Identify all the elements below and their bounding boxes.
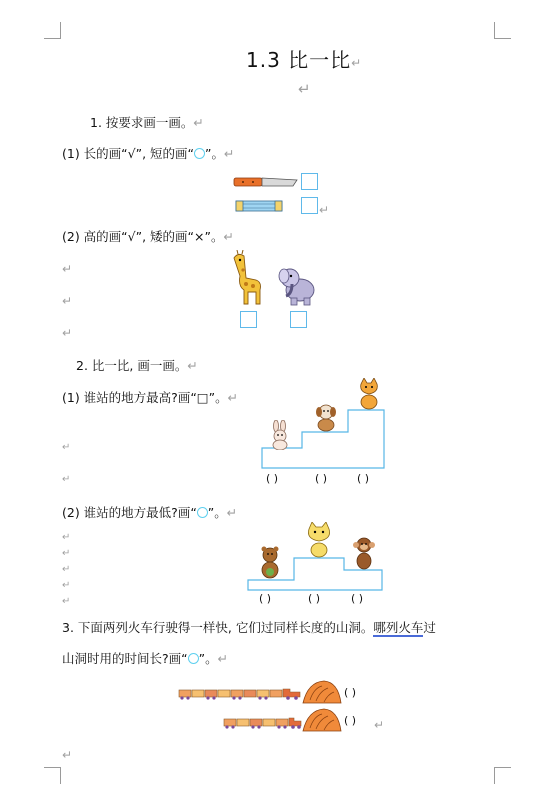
answer-paren[interactable]: ( ) — [266, 472, 279, 485]
answer-box[interactable] — [290, 311, 307, 328]
q1-part1-prefix: (1) 长的画“√”, 短的画“ — [62, 146, 195, 161]
answer-paren[interactable]: ( ) — [259, 592, 272, 605]
return-mark: ↵ — [62, 294, 73, 308]
monkey-icon — [350, 536, 378, 570]
knife-icon — [233, 175, 299, 189]
return-mark: ↵ — [62, 564, 71, 575]
return-mark: ↵ — [62, 474, 71, 485]
answer-paren[interactable]: ( ) — [344, 714, 357, 727]
answer-paren[interactable]: ( ) — [351, 592, 364, 605]
return-mark: ↵ — [62, 596, 71, 607]
q3-line2-suffix: ”。 — [198, 651, 218, 666]
giraffe-icon — [226, 250, 266, 306]
train-icon-short — [223, 716, 303, 730]
q3-line1-row — [62, 620, 436, 636]
q2-part2-suffix: ”。 — [207, 505, 227, 520]
q1-heading-row — [90, 115, 204, 131]
train-icon-long — [178, 687, 302, 701]
return-mark: ↵ — [298, 80, 311, 98]
return-mark: ↵ — [187, 358, 198, 373]
return-mark: ↵ — [62, 548, 71, 559]
q3-line2-row — [62, 651, 228, 667]
answer-paren[interactable]: ( ) — [357, 472, 370, 485]
return-mark: ↵ — [351, 56, 363, 70]
cat-icon — [356, 378, 382, 410]
q2-heading-row — [76, 358, 198, 374]
dog-icon — [313, 402, 339, 432]
return-mark: ↵ — [62, 262, 73, 276]
crop-mark-bottom-left — [44, 767, 61, 784]
page-title-row — [246, 44, 362, 73]
answer-paren[interactable]: ( ) — [344, 686, 357, 699]
bear-icon — [257, 546, 283, 580]
pencil-icon — [235, 199, 283, 213]
return-mark: ↵ — [374, 718, 385, 732]
q1-part1-row — [62, 146, 235, 162]
q3-line1-c: 过 — [423, 620, 436, 635]
q2-part1-row — [62, 390, 238, 406]
circle-symbol — [194, 148, 205, 159]
circle-symbol — [188, 653, 199, 664]
cat-icon — [304, 522, 334, 558]
page-title: 1.3 比一比 — [246, 48, 352, 72]
tunnel-icon — [302, 680, 342, 704]
return-mark: ↵ — [226, 505, 238, 520]
rabbit-icon — [268, 420, 292, 450]
q2-part1: (1) 谁站的地方最高?画“□”。 — [62, 390, 228, 405]
return-mark: ↵ — [227, 390, 239, 405]
q2-heading: 2. 比一比, 画一画。 — [76, 358, 188, 373]
elephant-icon — [278, 264, 318, 306]
return-mark: ↵ — [224, 146, 235, 161]
crop-mark-top-right — [494, 22, 511, 39]
return-mark: ↵ — [62, 580, 71, 591]
q1-part1-suffix: ”。 — [205, 146, 225, 161]
return-mark: ↵ — [62, 442, 71, 453]
q3-line1-a: 3. 下面两列火车行驶得一样快, 它们过同样长度的山洞。 — [62, 620, 374, 635]
q3-line1-b: 哪列火车 — [373, 620, 424, 635]
return-mark: ↵ — [62, 532, 71, 543]
crop-mark-bottom-right — [494, 767, 511, 784]
q1-heading: 1. 按要求画一画。 — [90, 115, 194, 130]
answer-paren[interactable]: ( ) — [315, 472, 328, 485]
answer-box[interactable] — [240, 311, 257, 328]
q1-part2-row — [62, 229, 234, 245]
circle-symbol — [197, 507, 208, 518]
return-mark: ↵ — [62, 326, 73, 340]
answer-box[interactable] — [301, 173, 318, 190]
return-mark: ↵ — [217, 651, 229, 666]
q3-line2-prefix: 山洞时用的时间长?画“ — [62, 651, 188, 666]
tunnel-icon — [302, 708, 342, 732]
answer-paren[interactable]: ( ) — [308, 592, 321, 605]
q2-part2-prefix: (2) 谁站的地方最低?画“ — [62, 505, 197, 520]
return-mark: ↵ — [319, 203, 330, 217]
crop-mark-top-left — [44, 22, 61, 39]
return-mark: ↵ — [223, 229, 234, 244]
answer-box[interactable] — [301, 197, 318, 214]
q1-part2: (2) 高的画“√”, 矮的画“×”。 — [62, 229, 224, 244]
return-mark: ↵ — [193, 115, 204, 130]
return-mark: ↵ — [62, 748, 73, 762]
q2-part2-row — [62, 505, 237, 521]
